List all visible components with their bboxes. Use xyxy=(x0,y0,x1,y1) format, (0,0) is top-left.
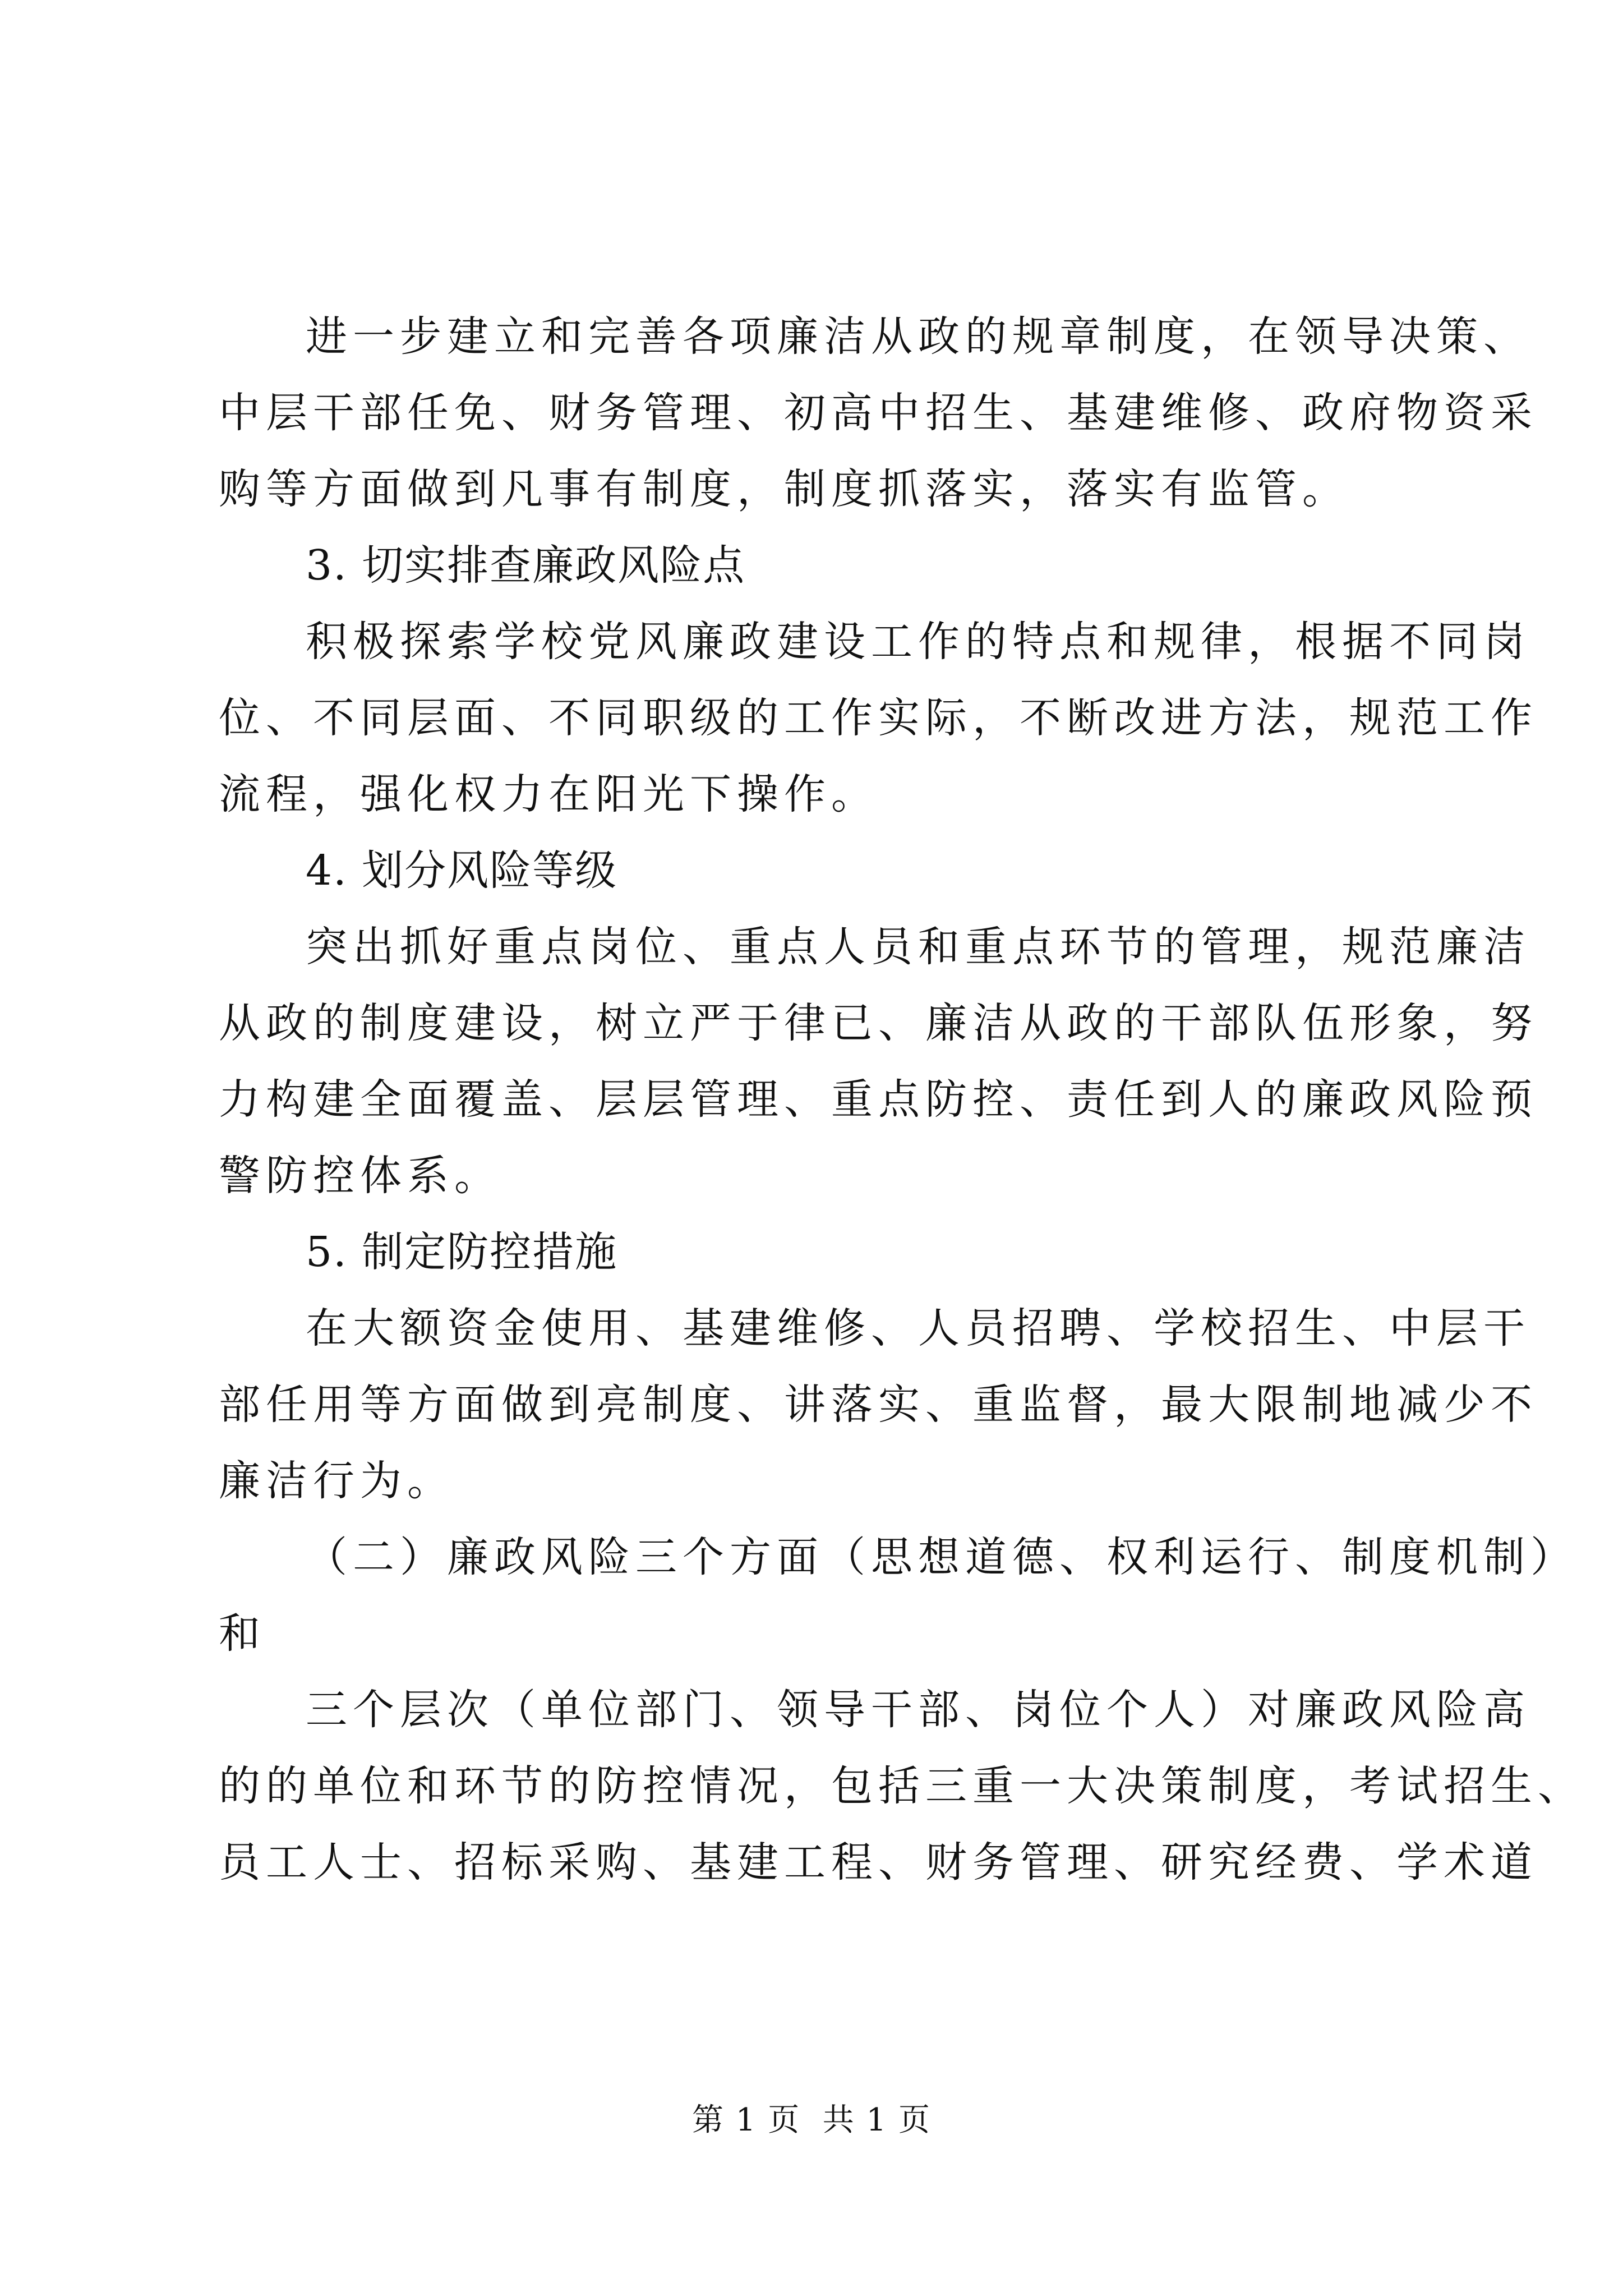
paragraph-1-line-1: 进一步建立和完善各项廉洁从政的规章制度，在领导决策、 xyxy=(306,312,1530,361)
section-2-heading-line-1: （二）廉政风险三个方面（思想道德、权利运行、制度机制） xyxy=(306,1533,1578,1581)
heading-3: 3. 切实排查廉政风险点 xyxy=(306,541,746,590)
paragraph-2-line-1: 积极探索学校党风廉政建设工作的特点和规律，根据不同岗 xyxy=(306,618,1530,666)
paragraph-4-line-1: 在大额资金使用、基建维修、人员招聘、学校招生、中层干 xyxy=(306,1304,1530,1352)
paragraph-3-line-3: 力构建全面覆盖、层层管理、重点防控、责任到人的廉政风险预 xyxy=(219,1075,1538,1124)
heading-5: 5. 制定防控措施 xyxy=(306,1228,618,1276)
paragraph-4-line-3: 廉洁行为。 xyxy=(219,1457,454,1505)
paragraph-5-line-2: 的的单位和环节的防控情况，包括三重一大决策制度，考试招生、 xyxy=(219,1762,1585,1810)
paragraph-2-line-2: 位、不同层面、不同职级的工作实际，不断改进方法，规范工作 xyxy=(219,694,1538,742)
section-2-heading-line-2: 和 xyxy=(219,1609,266,1658)
paragraph-3-line-4: 警防控体系。 xyxy=(219,1152,501,1200)
paragraph-3-line-1: 突出抓好重点岗位、重点人员和重点环节的管理，规范廉洁 xyxy=(306,923,1530,971)
paragraph-4-line-2: 部任用等方面做到亮制度、讲落实、重监督，最大限制地减少不 xyxy=(219,1381,1538,1429)
paragraph-1-line-2: 中层干部任免、财务管理、初高中招生、基建维修、政府物资采 xyxy=(219,389,1538,437)
paragraph-5-line-1: 三个层次（单位部门、领导干部、岗位个人）对廉政风险高 xyxy=(306,1686,1530,1734)
paragraph-1-line-3: 购等方面做到凡事有制度，制度抓落实，落实有监管。 xyxy=(219,465,1349,513)
heading-4: 4. 划分风险等级 xyxy=(306,846,618,895)
page-number-footer: 第 1 页 共 1 页 xyxy=(691,2102,932,2138)
paragraph-5-line-3: 员工人士、招标采购、基建工程、财务管理、研究经费、学术道 xyxy=(219,1838,1538,1887)
paragraph-2-line-3: 流程，强化权力在阳光下操作。 xyxy=(219,770,878,818)
paragraph-3-line-2: 从政的制度建设，树立严于律已、廉洁从政的干部队伍形象，努 xyxy=(219,999,1538,1047)
